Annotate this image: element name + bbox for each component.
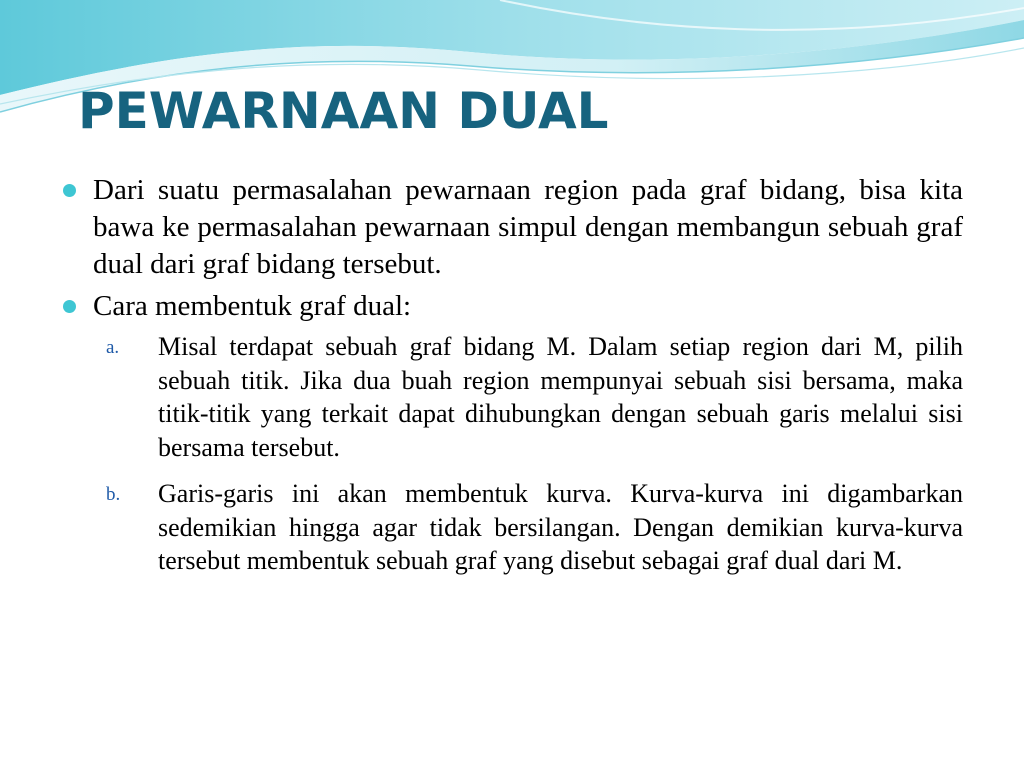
sub-list-text: Garis-garis ini akan membentuk kurva. Kurva-kurva ini digambarkan sedemikian hingga agar tidak bersilangan. Dengan demikian kurva-kurva tersebut membentuk sebuah graf yang disebut sebagai graf dual dari M.	[158, 479, 963, 575]
slide-content	[58, 172, 963, 591]
bullet-item	[58, 288, 963, 325]
bullet-text: Dari suatu permasalahan pewarnaan region pada graf bidang, bisa kita bawa ke permasalahan pewarnaan simpul dengan membangun sebuah graf dual dari graf bidang tersebut.	[93, 174, 963, 280]
bullet-dot-icon	[63, 300, 76, 313]
sub-list-marker: b.	[106, 484, 121, 505]
sub-list-item	[106, 477, 963, 578]
sub-list-item	[106, 330, 963, 464]
slide-title: PEWARNAAN DUAL	[78, 82, 609, 140]
sub-list-text: Misal terdapat sebuah graf bidang M. Dalam setiap region dari M, pilih sebuah titik. Jika dua buah region mempunyai sebuah sisi bersama, maka titik-titik yang terkait dapat dihubungkan dengan sebuah garis melalui sisi bersama tersebut.	[158, 332, 963, 462]
bullet-dot-icon	[63, 184, 76, 197]
bullet-text: Cara membentuk graf dual:	[93, 290, 412, 322]
bullet-item	[58, 172, 963, 283]
sub-list	[106, 330, 963, 578]
sub-list-marker: a.	[106, 337, 120, 358]
